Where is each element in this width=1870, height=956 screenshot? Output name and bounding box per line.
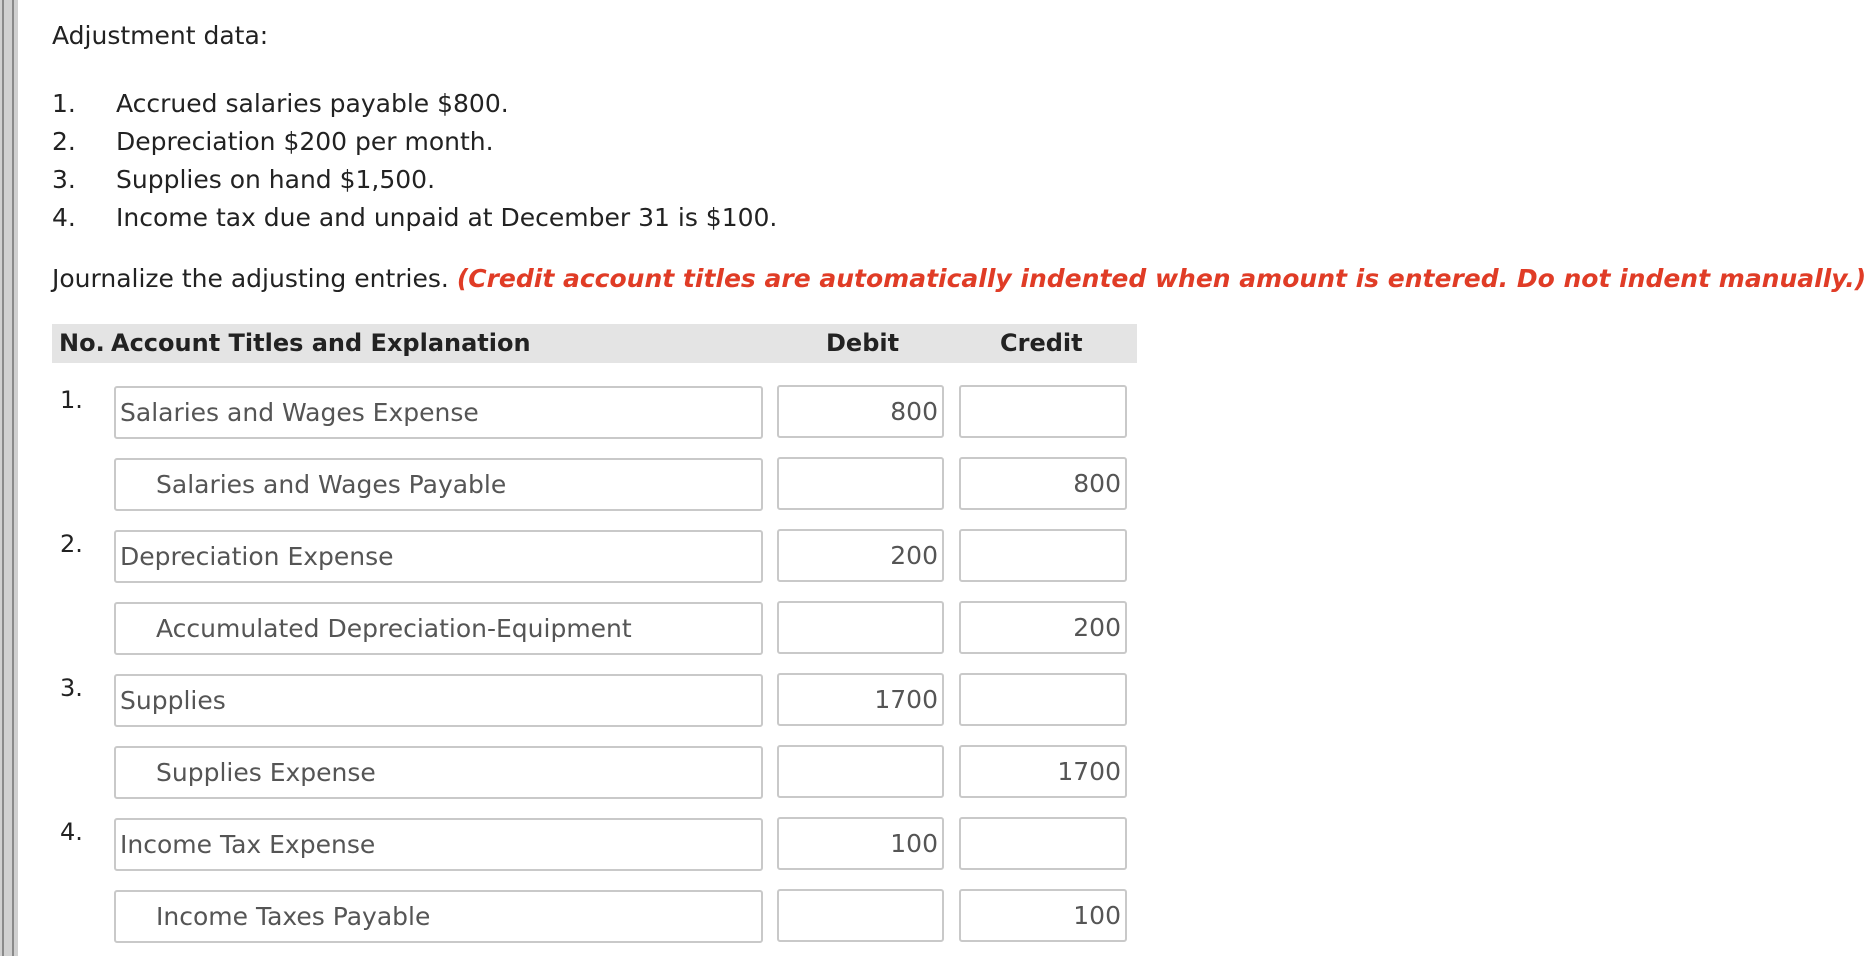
- item-text: Supplies on hand $1,500.: [116, 164, 436, 194]
- account-title-input[interactable]: Income Tax Expense: [114, 818, 763, 871]
- column-header-credit: Credit: [1000, 329, 1083, 357]
- debit-input[interactable]: [777, 745, 944, 798]
- account-title-input[interactable]: Accumulated Depreciation-Equipment: [114, 602, 763, 655]
- account-title-input[interactable]: Supplies Expense: [114, 746, 763, 799]
- entry-number: 1.: [60, 386, 83, 414]
- credit-input[interactable]: 1700: [959, 745, 1127, 798]
- credit-input[interactable]: 800: [959, 457, 1127, 510]
- debit-input[interactable]: [777, 889, 944, 942]
- column-header-no: No.: [59, 329, 105, 357]
- item-text: Income tax due and unpaid at December 31 is $100.: [116, 202, 778, 232]
- account-title-input[interactable]: Depreciation Expense: [114, 530, 763, 583]
- entry-number: 3.: [60, 674, 83, 702]
- debit-input[interactable]: [777, 601, 944, 654]
- debit-input[interactable]: 1700: [777, 673, 944, 726]
- credit-input[interactable]: [959, 817, 1127, 870]
- debit-input[interactable]: 200: [777, 529, 944, 582]
- entry-number: 4.: [60, 818, 83, 846]
- credit-input[interactable]: 100: [959, 889, 1127, 942]
- item-text: Depreciation $200 per month.: [116, 126, 494, 156]
- item-text: Accrued salaries payable $800.: [116, 88, 509, 118]
- list-item: [52, 198, 777, 236]
- account-title-input[interactable]: Salaries and Wages Payable: [114, 458, 763, 511]
- item-number: 4.: [52, 202, 76, 232]
- account-title-input[interactable]: Income Taxes Payable: [114, 890, 763, 943]
- credit-input[interactable]: 200: [959, 601, 1127, 654]
- list-item: [52, 84, 777, 122]
- instruction-main: Journalize the adjusting entries.: [52, 264, 449, 293]
- credit-input[interactable]: [959, 385, 1127, 438]
- credit-input[interactable]: [959, 529, 1127, 582]
- credit-input[interactable]: [959, 673, 1127, 726]
- column-header-account: Account Titles and Explanation: [111, 329, 531, 357]
- account-title-input[interactable]: Supplies: [114, 674, 763, 727]
- adjustment-heading: Adjustment data:: [52, 21, 269, 50]
- list-item: [52, 160, 777, 198]
- instruction-text: [52, 264, 1866, 293]
- instruction-note: (Credit account titles are automatically indented when amount is entered. Do not indent manually.): [456, 264, 1867, 293]
- item-number: 1.: [52, 88, 76, 118]
- journal-table-header: [52, 324, 1137, 363]
- debit-input[interactable]: 100: [777, 817, 944, 870]
- list-item: [52, 122, 777, 160]
- debit-input[interactable]: 800: [777, 385, 944, 438]
- debit-input[interactable]: [777, 457, 944, 510]
- adjustment-list: [52, 84, 777, 236]
- item-number: 3.: [52, 164, 76, 194]
- column-header-debit: Debit: [826, 329, 900, 357]
- item-number: 2.: [52, 126, 76, 156]
- account-title-input[interactable]: Salaries and Wages Expense: [114, 386, 763, 439]
- entry-number: 2.: [60, 530, 83, 558]
